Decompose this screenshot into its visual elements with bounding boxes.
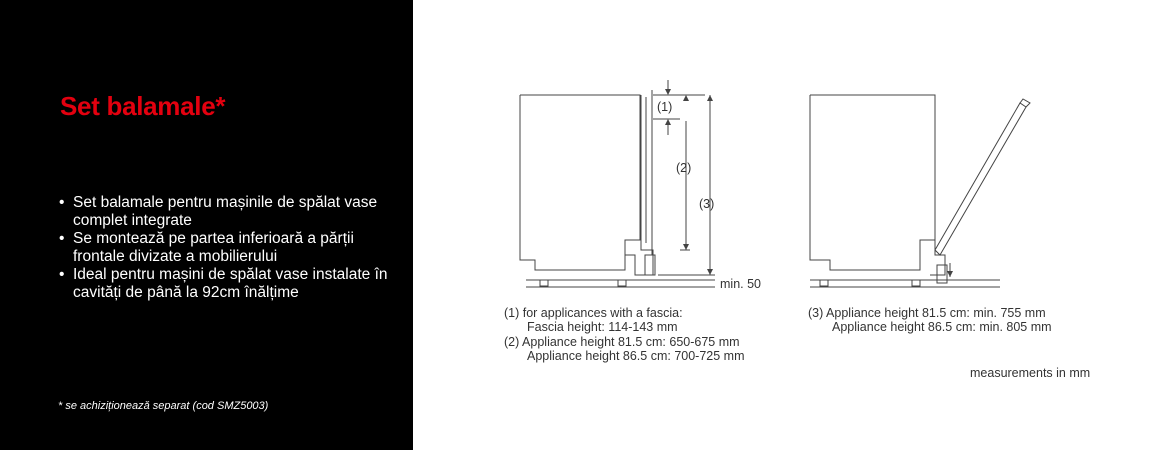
feature-item: • Se montează pe partea inferioară a părții frontale divizate a mobilierului [58, 230, 403, 266]
note-3b: Appliance height 86.5 cm: min. 805 mm [832, 320, 1052, 334]
footnote: * se achiziționează separat (cod SMZ5003) [58, 400, 269, 412]
installation-diagram [490, 75, 1120, 395]
label-3: (3) [699, 197, 715, 211]
note-1a: (1) for applicances with a fascia: [504, 306, 683, 320]
measurements-note: measurements in mm [970, 366, 1091, 380]
feature-list [58, 194, 403, 302]
note-2a: (2) Appliance height 81.5 cm: 650-675 mm [504, 335, 740, 349]
note-3a: (3) Appliance height 81.5 cm: min. 755 mm [808, 306, 1046, 320]
feature-item: • Ideal pentru mașini de spălat vase instalate în cavități de până la 92cm înălțime [58, 266, 403, 302]
note-1b: Fascia height: 114-143 mm [527, 320, 678, 334]
label-1: (1) [657, 100, 673, 114]
info-panel [0, 0, 413, 450]
label-2: (2) [676, 161, 692, 175]
min-label: min. 50 [720, 277, 761, 291]
panel-title: Set balamale* [60, 91, 226, 121]
feature-item: • Set balamale pentru mașinile de spălat vase complet integrate [58, 194, 403, 230]
note-2b: Appliance height 86.5 cm: 700-725 mm [527, 349, 745, 363]
